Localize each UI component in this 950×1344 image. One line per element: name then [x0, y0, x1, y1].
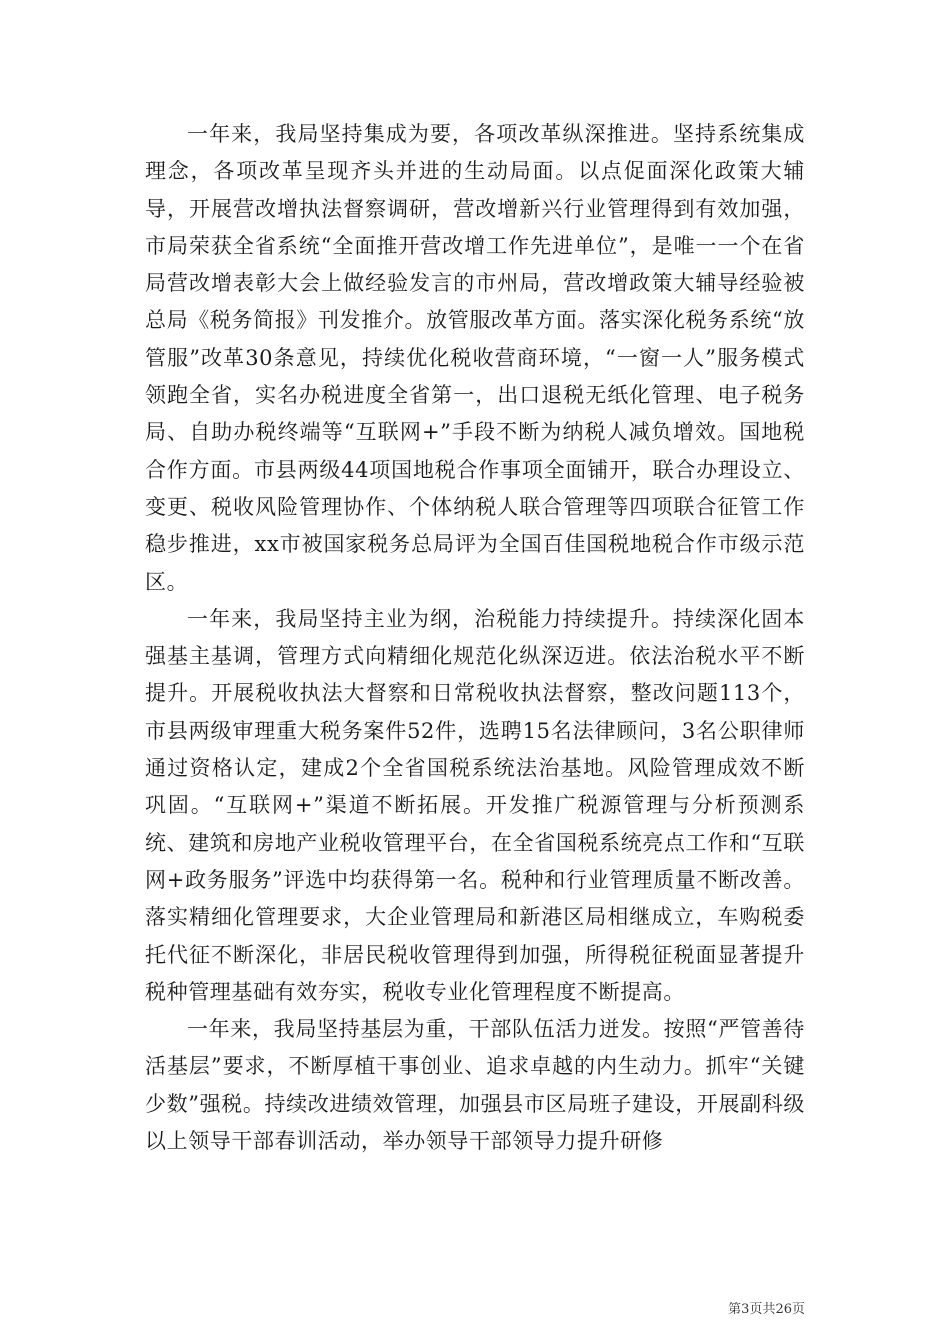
page-number-footer: 第3页共26页	[728, 1302, 805, 1317]
paragraph-tax-governance: 一年来，我局坚持主业为纲，治税能力持续提升。持续深化固本强基主基调，管理方式向精细化规范化纵深迈进。依法治税水平不断提升。开展税收执法大督察和日常税收执法督察，整改问题113个，市县两级审理重大税务案件52件，选聘15名法律顾问，3名公职律师通过资格认定，建成2个全省国税系统法治基地。风险管理成效不断巩固。“互联网+”渠道不断拓展。开发推广税源管理与分析预测系统、建筑和房地产业税收管理平台，在全省国税系统亮点工作和“互联网+政务服务”评选中均获得第一名。税种和行业管理质量不断改善。落实精细化管理要求，大企业管理局和新港区局相继成立，车购税委托代征不断深化，非居民税收管理得到加强，所得税征税面显著提升税种管理基础有效夯实，税收专业化管理程度不断提高。	[145, 606, 805, 1004]
paragraph-reform: 一年来，我局坚持集成为要，各项改革纵深推进。坚持系统集成理念，各项改革呈现齐头并进的生动局面。以点促面深化政策大辅导，开展营改增执法督察调研，营改增新兴行业管理得到有效加强，市局荣获全省系统“全面推开营改增工作先进单位”，是唯一一个在省局营改增表彰大会上做经验发言的市州局，营改增政策大辅导经验被总局《税务简报》刊发推介。放管服改革方面。落实深化税务系统“放管服”改革30条意见，持续优化税收营商环境，“一窗一人”服务模式领跑全省，实名办税进度全省第一，出口退税无纸化管理、电子税务局、自助办税终端等“互联网+”手段不断为纳税人减负增效。国地税合作方面。市县两级44项国地税合作事项全面铺开，联合办理设立、变更、税收风险管理协作、个体纳税人联合管理等四项联合征管工作稳步推进，xx市被国家税务总局评为全国百佳国税地税合作市级示范区。	[145, 122, 805, 594]
document-body	[145, 116, 805, 1160]
paragraph-grassroots: 一年来，我局坚持基层为重，干部队伍活力迸发。按照“严管善待活基层”要求，不断厚植干事创业、追求卓越的内生动力。抓牢“关键少数”强税。持续改进绩效管理，加强县市区局班子建设，开展副科级以上领导干部春训活动，举办领导干部领导力提升研修	[145, 1017, 805, 1154]
